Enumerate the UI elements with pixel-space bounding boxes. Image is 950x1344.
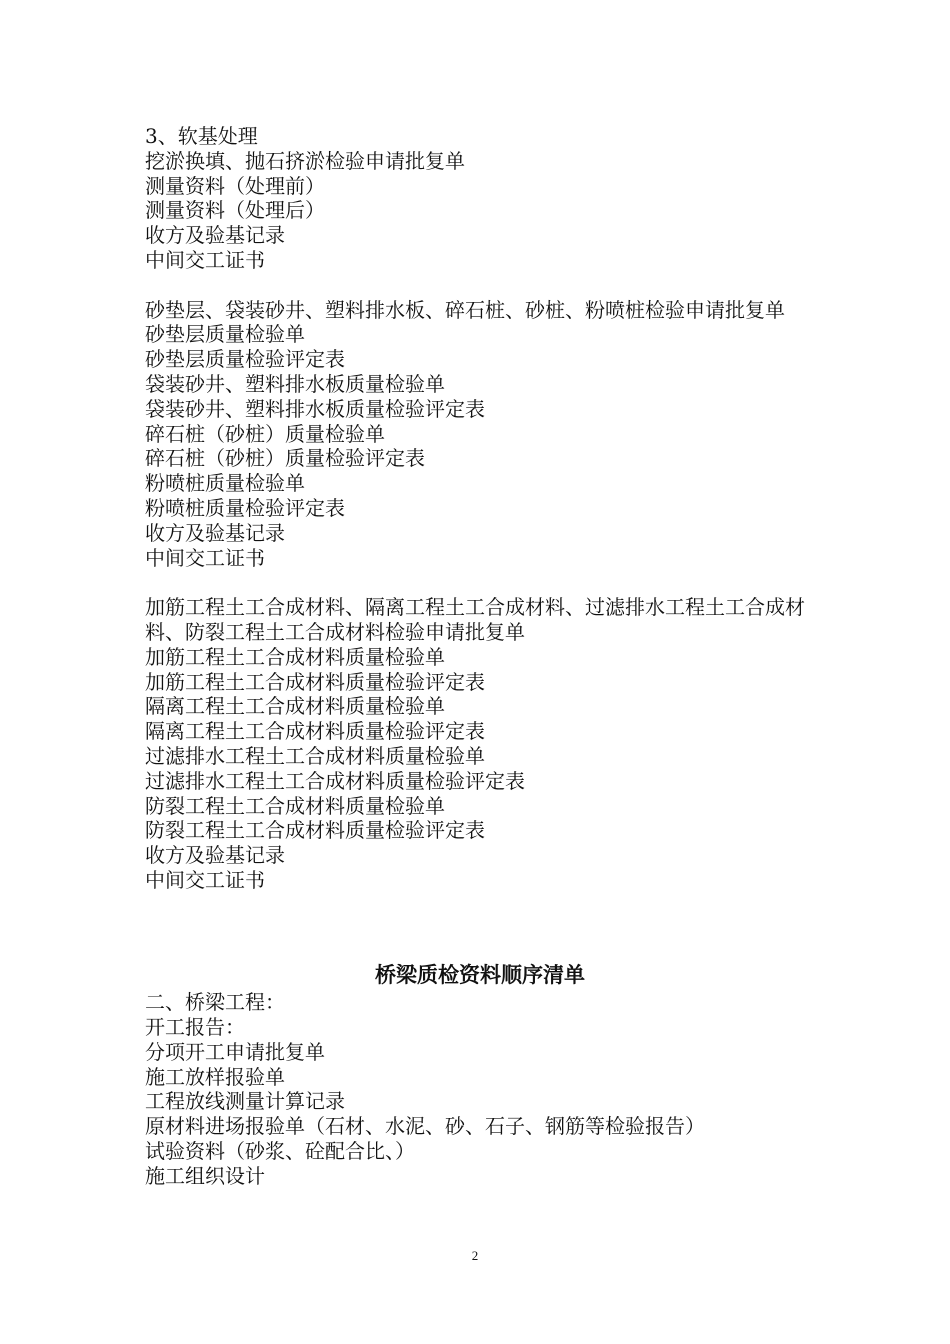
- document-body: [145, 124, 815, 1189]
- list-item: 开工报告：: [145, 1015, 245, 1040]
- list-item: 过滤排水工程土工合成材料质量检验单: [145, 743, 485, 768]
- list-item: 中间交工证书: [145, 867, 265, 892]
- list-item: 砂垫层质量检验评定表: [145, 347, 345, 372]
- section-heading: 3、软基处理: [145, 124, 258, 148]
- list-item: 隔离工程土工合成材料质量检验评定表: [145, 719, 485, 744]
- list-item: 收方及验基记录: [145, 223, 285, 248]
- list-item: 原材料进场报验单（石材、水泥、砂、石子、钢筋等检验报告）: [145, 1114, 705, 1139]
- list-item: 过滤排水工程土工合成材料质量检验评定表: [145, 768, 525, 793]
- list-item: 粉喷桩质量检验单: [145, 471, 305, 496]
- list-item: 粉喷桩质量检验评定表: [145, 495, 345, 520]
- list-item: 分项开工申请批复单: [145, 1039, 325, 1064]
- list-item: 加筋工程土工合成材料质量检验单: [145, 644, 445, 669]
- list-item: 中间交工证书: [145, 545, 265, 570]
- list-item: 袋装砂井、塑料排水板质量检验评定表: [145, 396, 485, 421]
- blank-line: [145, 893, 815, 943]
- list-item: 挖淤换填、抛石挤淤检验申请批复单: [145, 148, 465, 173]
- list-item: 施工组织设计: [145, 1163, 265, 1188]
- list-item: 施工放样报验单: [145, 1064, 285, 1089]
- page-number: 2: [471, 1248, 479, 1263]
- list-item: 试验资料（砂浆、砼配合比、）: [145, 1139, 415, 1164]
- list-item: 隔离工程土工合成材料质量检验单: [145, 694, 445, 719]
- list-item: 工程放线测量计算记录: [145, 1089, 345, 1114]
- blank-line: [145, 570, 815, 595]
- list-item: 收方及验基记录: [145, 843, 285, 868]
- list-item: 加筋工程土工合成材料质量检验评定表: [145, 669, 485, 694]
- list-item: 测量资料（处理前）: [145, 173, 325, 198]
- blank-line: [145, 273, 815, 298]
- list-item: 防裂工程土工合成材料质量检验评定表: [145, 818, 485, 843]
- list-item: 测量资料（处理后）: [145, 198, 325, 223]
- list-item: 收方及验基记录: [145, 520, 285, 545]
- section-title: 桥梁质检资料顺序清单: [375, 962, 585, 988]
- list-item: 二、桥梁工程：: [145, 990, 285, 1015]
- group-heading: 砂垫层、袋装砂井、塑料排水板、碎石桩、砂桩、粉喷桩检验申请批复单: [145, 297, 785, 322]
- list-item: 砂垫层质量检验单: [145, 322, 305, 347]
- list-item: 碎石桩（砂桩）质量检验单: [145, 421, 385, 446]
- group-heading: 加筋工程土工合成材料、隔离工程土工合成材料、过滤排水工程土工合成材料、防裂工程土工合成材料检验申请批复单: [145, 595, 805, 644]
- list-item: 中间交工证书: [145, 247, 265, 272]
- list-item: 袋装砂井、塑料排水板质量检验单: [145, 371, 445, 396]
- list-item: 防裂工程土工合成材料质量检验单: [145, 793, 445, 818]
- list-item: 碎石桩（砂桩）质量检验评定表: [145, 446, 425, 471]
